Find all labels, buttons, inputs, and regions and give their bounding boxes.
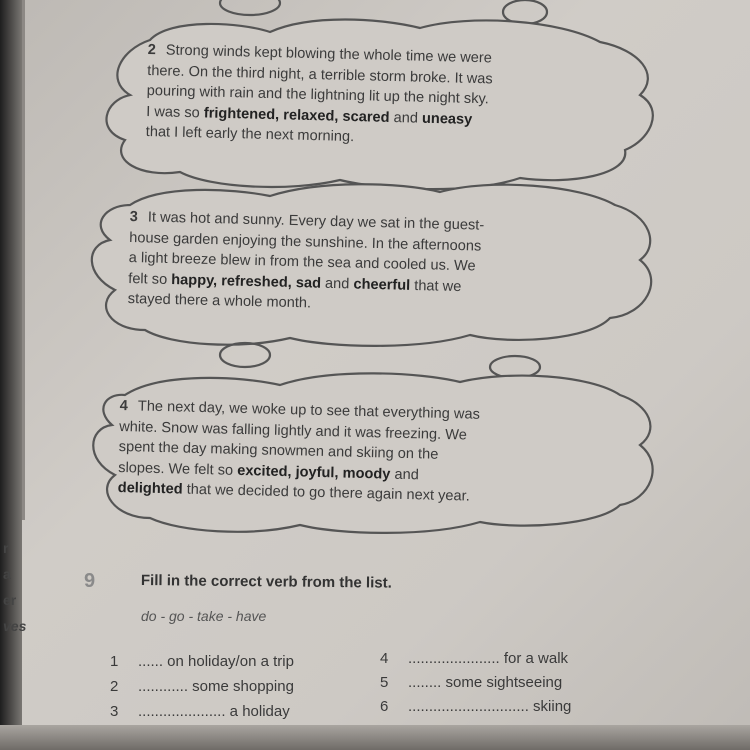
item-text: ..................... a holiday [138,703,290,720]
exercise-item [110,678,294,695]
item-text: ............ some shopping [138,678,294,695]
item-number: 2 [110,678,119,695]
item-text: ...... on holiday/on a trip [138,653,294,670]
item-number: 3 [110,703,119,720]
text-run: slopes. We felt so [118,459,238,479]
text-run: It was hot and sunny. Every day we sat in the guest- [147,209,485,234]
margin-fragment: r [3,540,9,556]
text-run: spent the day making snowmen and skiing on the [118,438,439,463]
text-run: that we [410,277,462,295]
exercise-number: 9 [84,570,96,592]
text-run: a light breeze blew in from the sea and cooled us. We [128,249,476,275]
adjective-list: frightened, relaxed, scared [203,104,390,126]
paragraph-number: 4 [119,397,129,415]
item-number: 5 [380,674,389,691]
margin-fragment: er [3,592,17,608]
margin-fragment: ves [3,618,27,634]
thought-bubble-small [220,0,280,15]
adjective-list: uneasy [421,110,473,128]
exercise-item [380,650,568,667]
adjective-list: excited, joyful, moody [236,462,391,483]
item-number: 6 [380,698,389,715]
text-run: The next day, we woke up to see that everything was [137,398,481,423]
margin-fragment: a [3,566,11,582]
thought-bubble-small [220,343,270,367]
exercise-item [380,674,562,691]
paragraph-3 [127,207,484,318]
paragraph-number: 2 [147,41,157,59]
exercise-title: Fill in the correct verb from the list. [140,572,392,592]
item-number: 4 [380,650,389,667]
text-run: stayed there a whole month. [127,290,312,312]
paragraph-number: 3 [129,208,139,226]
item-text: ............................. skiing [408,698,572,715]
text-run: white. Snow was falling lightly and it was freezing. We [119,418,468,443]
text-run: I was so [146,103,205,121]
adjective-list: happy, refreshed, sad [171,271,322,292]
text-run: pouring with rain and the lightning lit up the night sky. [146,82,489,108]
exercise-item [380,698,571,715]
text-run: and [320,275,354,292]
adjective-list: delighted [117,479,183,498]
exercise-item [110,653,294,670]
item-text: ........ some sightseeing [408,674,563,691]
paragraph-2 [145,40,493,151]
verb-list: do - go - take - have [141,608,267,624]
adjective-list: cheerful [353,275,411,294]
item-text: ...................... for a walk [408,650,569,667]
text-run: and [390,466,419,483]
item-number: 1 [110,653,119,670]
text-run: house garden enjoying the sunshine. In the afternoons [129,229,482,255]
text-run: felt so [128,270,172,288]
text-run: that I left early the next morning. [145,123,355,146]
text-run: that we decided to go there again next year. [182,481,470,505]
text-run: there. On the third night, a terrible storm broke. It was [147,62,493,87]
exercise-item [110,703,290,720]
text-run: Strong winds kept blowing the whole time we were [165,42,493,67]
text-run: and [389,109,423,127]
paragraph-4 [117,396,480,507]
